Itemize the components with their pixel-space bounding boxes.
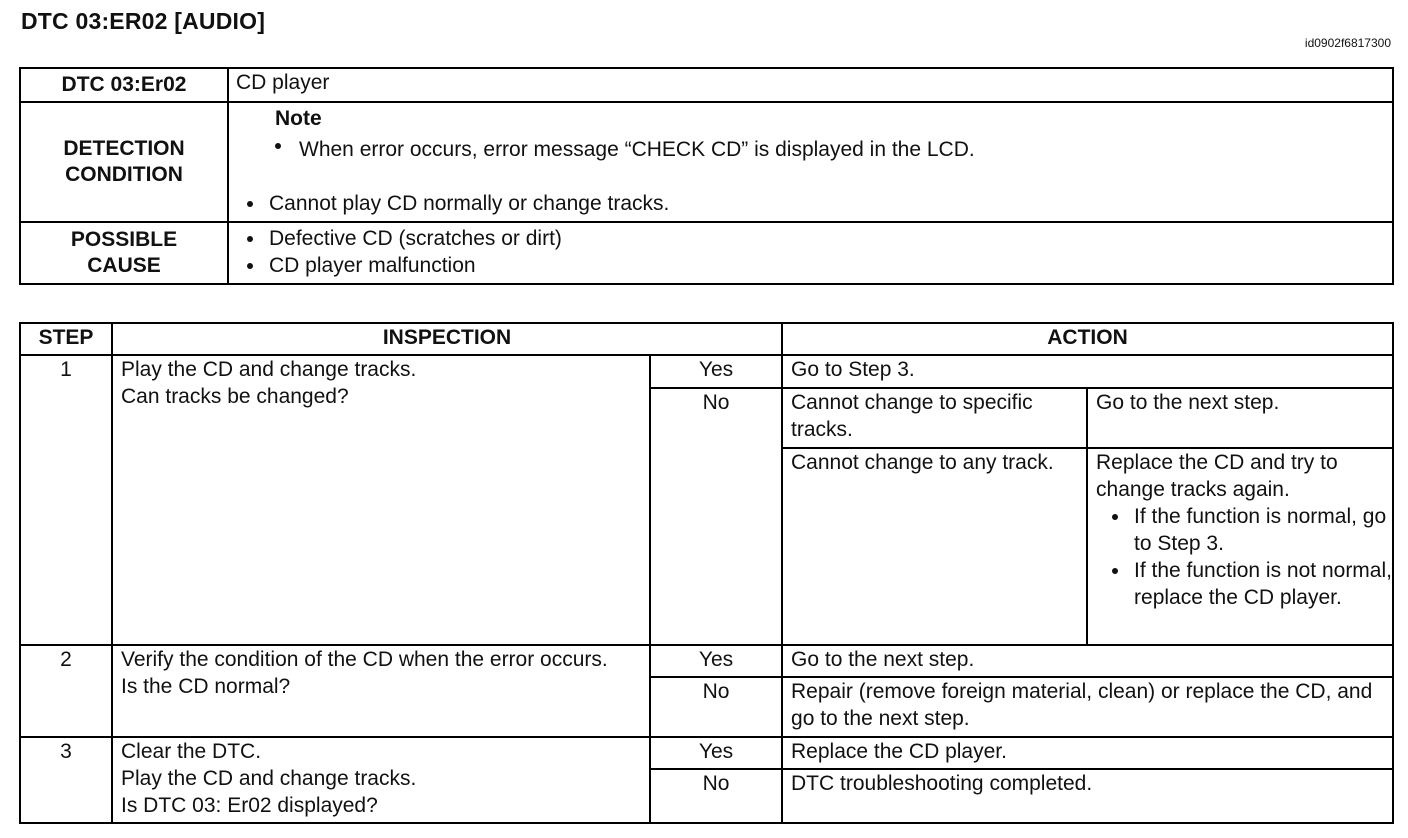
step-number: 1 (20, 355, 112, 645)
step-number: 2 (20, 645, 112, 737)
no-case-action: Go to the next step. (1087, 388, 1393, 448)
detection-condition-cell (228, 102, 1393, 222)
inspection-text: Play the CD and change tracks. (121, 358, 417, 381)
detection-condition-label: DETECTION CONDITION (20, 102, 228, 222)
no-case-action: Replace the CD and try to change tracks again. (1096, 451, 1338, 501)
possible-cause-cell (228, 222, 1393, 284)
yes-action: Go to the next step. (782, 645, 1393, 677)
inspection-text: Is DTC 03: Er02 displayed? (121, 794, 378, 817)
cause-item: CD player malfunction (229, 252, 1392, 279)
note-title: Note (275, 107, 322, 130)
inspection-text: Can tracks be changed? (121, 385, 349, 408)
cause-item: Defective CD (scratches or dirt) (229, 225, 1392, 252)
no-label: No (650, 769, 782, 823)
document-id: id0902f6817300 (1304, 36, 1391, 50)
inspection-text: Clear the DTC. (121, 740, 262, 763)
inspection-header: INSPECTION (112, 323, 782, 355)
yes-label: Yes (650, 645, 782, 677)
possible-cause-label: POSSIBLE CAUSE (20, 222, 228, 284)
yes-action: Go to Step 3. (782, 355, 1393, 388)
no-case-action-cell (1087, 448, 1393, 645)
note-item: When error occurs, error message “CHECK CD” is displayed in the LCD. (229, 132, 1392, 163)
no-action: DTC troubleshooting completed. (782, 769, 1393, 823)
inspection-text: Is the CD normal? (121, 675, 291, 698)
step-header: STEP (20, 323, 112, 355)
no-case: Cannot change to any track. (782, 448, 1087, 645)
step-number: 3 (20, 737, 112, 823)
no-label: No (650, 677, 782, 737)
inspection-cell (112, 737, 650, 823)
inspection-cell (112, 355, 650, 645)
no-action: Repair (remove foreign material, clean) or replace the CD, and go to the next step. (782, 677, 1393, 737)
yes-action: Replace the CD player. (782, 737, 1393, 769)
action-bullet: If the function is not normal, replace the CD player. (1096, 557, 1392, 611)
inspection-cell (112, 645, 650, 737)
yes-label: Yes (650, 737, 782, 769)
detection-item: Cannot play CD normally or change tracks. (229, 190, 1392, 217)
yes-label: Yes (650, 355, 782, 388)
inspection-text: Verify the condition of the CD when the error occurs. (121, 648, 608, 671)
inspection-table (19, 322, 1394, 824)
dtc-info-table (19, 67, 1394, 285)
dtc-value: CD player (228, 68, 1393, 102)
no-label: No (650, 388, 782, 645)
page-title: DTC 03:ER02 [AUDIO] (21, 8, 266, 34)
dtc-label: DTC 03:Er02 (20, 68, 228, 102)
inspection-text: Play the CD and change tracks. (121, 767, 417, 790)
action-bullet: If the function is normal, go to Step 3. (1096, 503, 1392, 557)
no-case: Cannot change to specific tracks. (782, 388, 1087, 448)
action-header: ACTION (782, 323, 1393, 355)
